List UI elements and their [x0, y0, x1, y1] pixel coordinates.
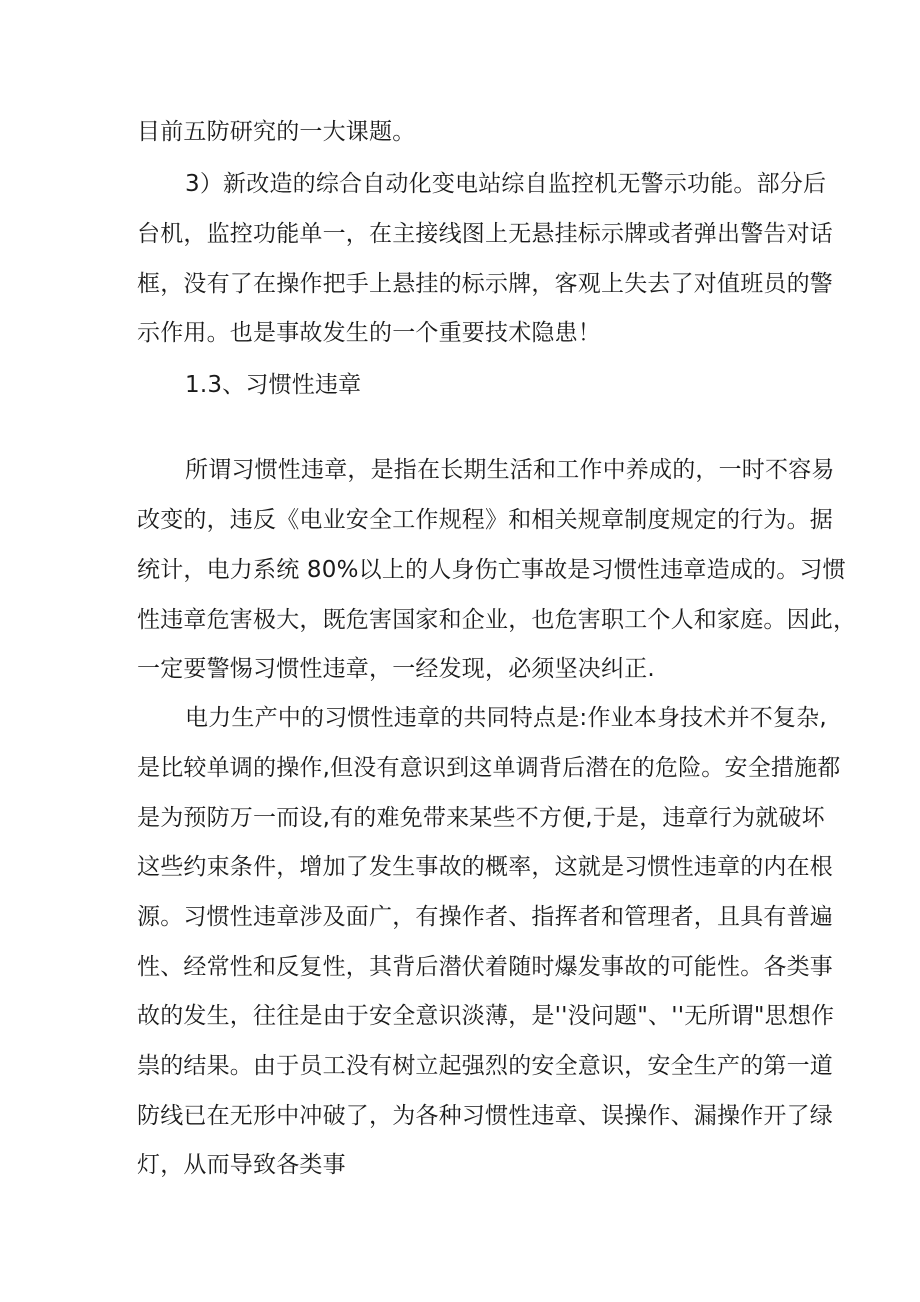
text-line: 一定要警惕习惯性违章，一经发现，必须坚决纠正.: [137, 656, 655, 682]
text-line: 框，没有了在操作把手上悬挂的标示牌，客观上失去了对值班员的警: [137, 271, 833, 297]
text-line: 性、经常性和反复性，其背后潜伏着随时爆发事故的可能性。各类事: [137, 954, 833, 980]
text-line: 防线已在无形中冲破了，为各种习惯性违章、误操作、漏操作开了绿: [137, 1103, 833, 1129]
text-line: 统计，电力系统 80%以上的人身伤亡事故是习惯性违章造成的。习惯: [137, 557, 846, 583]
text-line: 性违章危害极大，既危害国家和企业，也危害职工个人和家庭。因此，: [137, 607, 857, 633]
text-line: 祟的结果。由于员工没有树立起强烈的安全意识，安全生产的第一道: [137, 1053, 833, 1079]
text-line: 这些约束条件，增加了发生事故的概率，这就是习惯性违章的内在根: [137, 854, 833, 880]
text-line: 目前五防研究的一大课题。: [137, 119, 416, 145]
text-line: 故的发生，往往是由于安全意识淡薄，是''没问题"、''无所谓"思想作: [137, 1003, 835, 1029]
section-heading: 1.3、习惯性违章: [185, 372, 362, 398]
text-line: 是为预防万一而设,有的难免带来某些不方便,于是，违章行为就破坏: [137, 805, 825, 831]
text-line: 电力生产中的习惯性违章的共同特点是:作业本身技术并不复杂,: [185, 705, 827, 731]
text-line: 所谓习惯性违章，是指在长期生活和工作中养成的，一时不容易: [185, 457, 835, 483]
text-line: 灯，从而导致各类事: [137, 1152, 346, 1178]
text-line: 改变的，违反《电业安全工作规程》和相关规章制度规定的行为。据: [137, 507, 833, 533]
text-line: 台机，监控功能单一，在主接线图上无悬挂标示牌或者弹出警告对话: [137, 221, 833, 247]
text-line: 3）新改造的综合自动化变电站综自监控机无警示功能。部分后: [185, 171, 827, 197]
text-line: 示作用。也是事故发生的一个重要技术隐患！: [137, 320, 601, 346]
text-line: 源。习惯性违章涉及面广，有操作者、指挥者和管理者，且具有普遍: [137, 904, 833, 930]
text-line: 是比较单调的操作,但没有意识到这单调背后潜在的危险。安全措施都: [137, 755, 841, 781]
